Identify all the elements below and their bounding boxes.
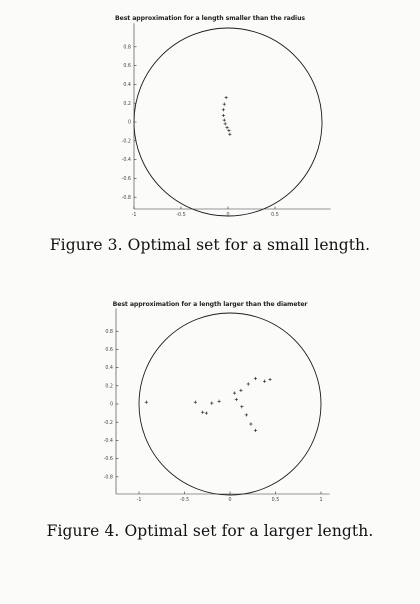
y-tick-label: 0.8 xyxy=(105,329,113,335)
data-point xyxy=(233,391,236,394)
y-tick-label: 0 xyxy=(127,120,131,126)
data-point xyxy=(225,96,228,99)
scatter-plot-figure-4 xyxy=(0,292,420,518)
data-point xyxy=(239,389,242,392)
x-tick-label: -1 xyxy=(136,498,142,503)
y-tick-label: -0.4 xyxy=(121,158,131,164)
data-point xyxy=(225,126,228,129)
unit-circle xyxy=(139,313,321,495)
data-point xyxy=(227,129,230,132)
y-tick-label: 0.2 xyxy=(105,384,113,390)
data-point xyxy=(217,400,220,403)
data-point xyxy=(145,401,148,404)
x-tick-label: 0 xyxy=(228,498,232,503)
data-point xyxy=(263,380,266,383)
data-point xyxy=(228,133,231,136)
y-tick-label: -0.6 xyxy=(103,457,113,463)
y-tick-label: 0.4 xyxy=(123,83,131,88)
data-point xyxy=(224,122,227,125)
plot-title: Best approximation for a length smaller than the radius xyxy=(115,15,305,22)
x-tick-label: 0 xyxy=(226,213,230,218)
data-point xyxy=(210,401,213,404)
x-tick-label: 0.5 xyxy=(271,213,279,218)
y-tick-label: 0.2 xyxy=(123,101,131,107)
figure-caption: Figure 3. Optimal set for a small length. xyxy=(49,236,371,254)
data-point xyxy=(201,411,204,414)
unit-circle xyxy=(131,28,322,218)
scatter-plot-figure-3 xyxy=(0,0,420,232)
data-point xyxy=(268,378,271,381)
data-point xyxy=(245,413,248,416)
data-point xyxy=(249,422,252,425)
y-tick-label: -0.2 xyxy=(103,420,113,426)
data-point xyxy=(194,401,197,404)
y-tick-label: -0.6 xyxy=(121,177,131,182)
data-point xyxy=(235,398,238,401)
figure-3 xyxy=(0,0,420,272)
data-point xyxy=(223,103,226,106)
y-tick-label: -0.8 xyxy=(121,195,131,201)
plot-title: Best approximation for a length larger than the diameter xyxy=(112,301,308,308)
y-tick-label: -0.4 xyxy=(103,439,113,444)
y-tick-label: 0.6 xyxy=(105,348,113,353)
y-tick-label: 0.6 xyxy=(123,64,131,70)
figure-4 xyxy=(0,292,420,556)
y-tick-label: 0.4 xyxy=(105,366,113,372)
data-point xyxy=(254,377,257,380)
data-point xyxy=(222,108,225,111)
y-tick-label: -0.2 xyxy=(121,139,131,145)
x-tick-label: -0.5 xyxy=(176,213,186,218)
data-point xyxy=(247,382,250,385)
y-tick-label: -0.8 xyxy=(103,475,113,481)
x-tick-label: 0.5 xyxy=(271,498,280,503)
data-point xyxy=(205,412,208,415)
y-tick-label: 0 xyxy=(109,402,113,408)
y-tick-label: 0.8 xyxy=(123,45,131,51)
data-point xyxy=(240,405,243,408)
x-tick-label: -0.5 xyxy=(179,498,190,503)
data-point xyxy=(254,429,257,432)
figure-caption: Figure 4. Optimal set for a larger length. xyxy=(46,522,374,540)
data-point xyxy=(223,119,226,122)
x-tick-label: -1 xyxy=(131,213,137,218)
x-tick-label: 1 xyxy=(319,498,323,503)
data-point xyxy=(222,114,225,117)
